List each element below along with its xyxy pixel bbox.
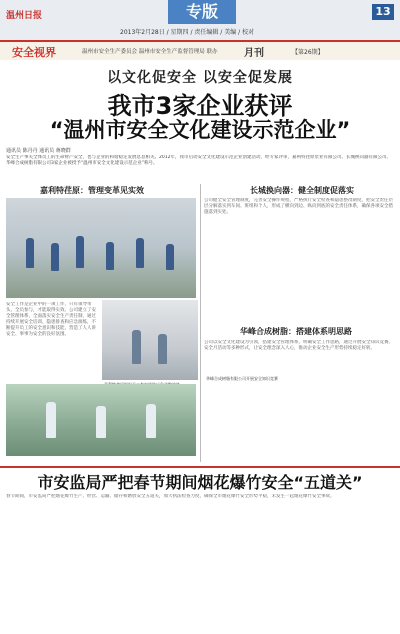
article-3-photo-caption: 华峰合成树脂有限公司开展安全知识竞赛	[206, 376, 278, 381]
article-2-body: 公司健全安全管理制度，完善安全操作规程，严格执行安全检查和隐患整改制度，把安全责任层层分解落实到车间、班组和个人，形成了横向到边、纵向到底的安全责任体系，确保各项安全措施落到实处。	[204, 198, 393, 215]
bottom-rule	[0, 466, 400, 468]
article-1-photo-3	[6, 384, 196, 456]
banner-issue: 【第26期】	[292, 49, 324, 56]
article-1-title: 嘉利特荏原：管理变革见实效	[40, 186, 144, 195]
headline-line-2: “温州市安全文化建设示范企业”	[49, 118, 351, 142]
bottom-headline: 市安监局严把春节期间烟花爆竹安全“五道关”	[37, 473, 363, 492]
banner-monthly: 月刊	[244, 48, 264, 59]
section-tab: 专版	[168, 0, 236, 24]
headline-kicker: 以文化促安全 以安全促发展	[107, 70, 293, 86]
bottom-body: 春节期间，市安监局严把烟花爆竹生产、经营、运输、储存和燃放安全五道关，加大执法检查力度，确保全市烟花爆竹安全形势平稳，未发生一起烟花爆竹安全事故。	[6, 494, 335, 499]
column-divider	[200, 184, 201, 462]
banner-sponsors: 温州市安全生产委员会 温州市安全生产监督管理局 联办	[82, 49, 218, 55]
article-1-body: 安全工作是企业中的一项工作，只有领导带头、全员参与，才能取得实效。公司建立了安全管理体系，全面落实安全生产责任制，通过持续开展安全培训、隐患排查和应急演练，不断提升员工的安全意识和技能，营造了人人讲安全、事事为安全的良好氛围。	[6, 302, 96, 337]
article-1-photo-2	[102, 300, 198, 380]
banner-logo: 安全视界	[12, 46, 56, 59]
article-3-title: 华峰合成树脂：搭建体系明思路	[240, 327, 352, 336]
dateline: 2013年2月28日 / 星期四 / 责任编辑 / 美编 / 校对	[120, 29, 255, 36]
column-banner	[0, 42, 400, 60]
article-1-photo	[6, 198, 196, 298]
page-header	[0, 0, 400, 42]
byline: 通讯员 陈丹丹 通讯员 蒋晓群	[6, 148, 71, 154]
headline-line-1: 我市3家企业获评	[107, 92, 293, 120]
page-number: 13	[372, 4, 394, 20]
article-2-title: 长城换向器：健全制度促落实	[250, 186, 354, 195]
masthead: 温州日报	[6, 11, 43, 21]
lead-paragraph: 安全生产事关全体员工的生命财产安全，也与企业的和谐稳定发展息息相关。2012年，我市启动安全文化建设示范企业创建活动，经专家评审，嘉利特荏原泵业有限公司、长城换向器有限公司、华峰合成树脂有限公司3家企业被授予“温州市安全文化建设示范企业”称号。	[6, 155, 391, 166]
article-3-body: 公司以安全文化建设为引领，搭建安全管理体系，明确安全工作思路，通过开展安全知识竞赛、安全月活动等多种形式，让安全理念深入人心，推动企业安全生产形势持续稳定好转。	[204, 340, 393, 351]
